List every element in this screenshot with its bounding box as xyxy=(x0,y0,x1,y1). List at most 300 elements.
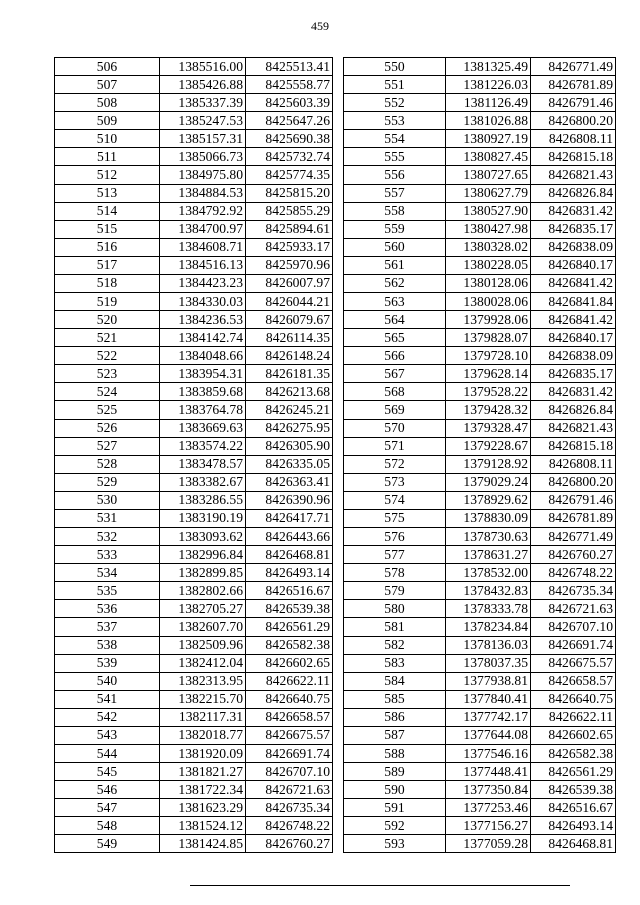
point-number-cell: 533 xyxy=(55,546,160,564)
y-coordinate-cell: 8426808.11 xyxy=(531,455,616,473)
x-coordinate-cell: 1380527.90 xyxy=(446,202,531,220)
table-row xyxy=(55,528,333,546)
x-coordinate-cell: 1383669.63 xyxy=(160,419,246,437)
x-coordinate-cell: 1377059.28 xyxy=(446,835,531,853)
point-number-cell: 589 xyxy=(344,763,446,781)
x-coordinate-cell: 1384700.97 xyxy=(160,220,246,238)
x-coordinate-cell: 1384975.80 xyxy=(160,166,246,184)
point-number-cell: 561 xyxy=(344,256,446,274)
point-number-cell: 528 xyxy=(55,455,160,473)
table-row xyxy=(55,726,333,744)
point-number-cell: 590 xyxy=(344,781,446,799)
point-number-cell: 557 xyxy=(344,184,446,202)
table-row xyxy=(55,781,333,799)
table-row xyxy=(344,58,616,76)
y-coordinate-cell: 8426838.09 xyxy=(531,347,616,365)
y-coordinate-cell: 8426539.38 xyxy=(531,781,616,799)
y-coordinate-cell: 8426658.57 xyxy=(246,708,333,726)
table-row xyxy=(55,148,333,166)
point-number-cell: 559 xyxy=(344,220,446,238)
table-row xyxy=(344,726,616,744)
y-coordinate-cell: 8426691.74 xyxy=(246,744,333,762)
y-coordinate-cell: 8425933.17 xyxy=(246,238,333,256)
x-coordinate-cell: 1379628.14 xyxy=(446,365,531,383)
y-coordinate-cell: 8426468.81 xyxy=(531,835,616,853)
x-coordinate-cell: 1383093.62 xyxy=(160,528,246,546)
y-coordinate-cell: 8425690.38 xyxy=(246,130,333,148)
x-coordinate-cell: 1380328.02 xyxy=(446,238,531,256)
x-coordinate-cell: 1381226.03 xyxy=(446,76,531,94)
x-coordinate-cell: 1377644.08 xyxy=(446,726,531,744)
point-number-cell: 554 xyxy=(344,130,446,148)
point-number-cell: 578 xyxy=(344,564,446,582)
table-row xyxy=(55,455,333,473)
x-coordinate-cell: 1381126.49 xyxy=(446,94,531,112)
x-coordinate-cell: 1378234.84 xyxy=(446,618,531,636)
point-number-cell: 593 xyxy=(344,835,446,853)
table-row xyxy=(344,636,616,654)
table-row xyxy=(55,618,333,636)
point-number-cell: 564 xyxy=(344,311,446,329)
table-row xyxy=(344,329,616,347)
y-coordinate-cell: 8426516.67 xyxy=(531,799,616,817)
y-coordinate-cell: 8426539.38 xyxy=(246,600,333,618)
x-coordinate-cell: 1379029.24 xyxy=(446,473,531,491)
point-number-cell: 583 xyxy=(344,654,446,672)
bottom-rule xyxy=(190,885,570,886)
y-coordinate-cell: 8425732.74 xyxy=(246,148,333,166)
table-row xyxy=(55,799,333,817)
y-coordinate-cell: 8426640.75 xyxy=(531,690,616,708)
point-number-cell: 538 xyxy=(55,636,160,654)
y-coordinate-cell: 8425603.39 xyxy=(246,94,333,112)
x-coordinate-cell: 1383764.78 xyxy=(160,401,246,419)
point-number-cell: 508 xyxy=(55,94,160,112)
x-coordinate-cell: 1382996.84 xyxy=(160,546,246,564)
point-number-cell: 549 xyxy=(55,835,160,853)
x-coordinate-cell: 1382412.04 xyxy=(160,654,246,672)
x-coordinate-cell: 1384423.23 xyxy=(160,274,246,292)
x-coordinate-cell: 1381524.12 xyxy=(160,817,246,835)
point-number-cell: 523 xyxy=(55,365,160,383)
y-coordinate-cell: 8425970.96 xyxy=(246,256,333,274)
table-row xyxy=(55,835,333,853)
point-number-cell: 540 xyxy=(55,672,160,690)
point-number-cell: 586 xyxy=(344,708,446,726)
table-row xyxy=(55,600,333,618)
y-coordinate-cell: 8426516.67 xyxy=(246,582,333,600)
y-coordinate-cell: 8426821.43 xyxy=(531,166,616,184)
point-number-cell: 588 xyxy=(344,744,446,762)
y-coordinate-cell: 8426808.11 xyxy=(531,130,616,148)
table-row xyxy=(344,365,616,383)
table-row xyxy=(344,708,616,726)
y-coordinate-cell: 8426821.43 xyxy=(531,419,616,437)
y-coordinate-cell: 8426760.27 xyxy=(531,546,616,564)
x-coordinate-cell: 1385426.88 xyxy=(160,76,246,94)
y-coordinate-cell: 8426044.21 xyxy=(246,293,333,311)
y-coordinate-cell: 8426781.89 xyxy=(531,509,616,527)
table-row xyxy=(344,238,616,256)
y-coordinate-cell: 8426675.57 xyxy=(246,726,333,744)
y-coordinate-cell: 8426841.42 xyxy=(531,311,616,329)
x-coordinate-cell: 1378432.83 xyxy=(446,582,531,600)
y-coordinate-cell: 8426640.75 xyxy=(246,690,333,708)
x-coordinate-cell: 1382215.70 xyxy=(160,690,246,708)
y-coordinate-cell: 8426831.42 xyxy=(531,202,616,220)
y-coordinate-cell: 8426275.95 xyxy=(246,419,333,437)
point-number-cell: 568 xyxy=(344,383,446,401)
table-row xyxy=(344,600,616,618)
table-row xyxy=(55,744,333,762)
point-number-cell: 526 xyxy=(55,419,160,437)
point-number-cell: 560 xyxy=(344,238,446,256)
table-row xyxy=(344,347,616,365)
coordinates-table-right xyxy=(343,57,616,853)
table-row xyxy=(344,256,616,274)
table-row xyxy=(344,690,616,708)
table-row xyxy=(55,817,333,835)
x-coordinate-cell: 1379928.06 xyxy=(446,311,531,329)
table-row xyxy=(344,654,616,672)
point-number-cell: 570 xyxy=(344,419,446,437)
table-row xyxy=(344,491,616,509)
y-coordinate-cell: 8425855.29 xyxy=(246,202,333,220)
x-coordinate-cell: 1380228.05 xyxy=(446,256,531,274)
y-coordinate-cell: 8426148.24 xyxy=(246,347,333,365)
y-coordinate-cell: 8426493.14 xyxy=(531,817,616,835)
x-coordinate-cell: 1378333.78 xyxy=(446,600,531,618)
y-coordinate-cell: 8426831.42 xyxy=(531,383,616,401)
y-coordinate-cell: 8426181.35 xyxy=(246,365,333,383)
y-coordinate-cell: 8425815.20 xyxy=(246,184,333,202)
table-row xyxy=(55,256,333,274)
x-coordinate-cell: 1378830.09 xyxy=(446,509,531,527)
point-number-cell: 513 xyxy=(55,184,160,202)
table-row xyxy=(344,744,616,762)
table-row xyxy=(344,473,616,491)
y-coordinate-cell: 8426826.84 xyxy=(531,401,616,419)
y-coordinate-cell: 8426305.90 xyxy=(246,437,333,455)
x-coordinate-cell: 1385157.31 xyxy=(160,130,246,148)
x-coordinate-cell: 1378631.27 xyxy=(446,546,531,564)
table-row xyxy=(344,455,616,473)
y-coordinate-cell: 8426675.57 xyxy=(531,654,616,672)
table-row xyxy=(55,708,333,726)
point-number-cell: 532 xyxy=(55,528,160,546)
point-number-cell: 567 xyxy=(344,365,446,383)
page-number: 459 xyxy=(311,19,329,33)
x-coordinate-cell: 1384142.74 xyxy=(160,329,246,347)
point-number-cell: 511 xyxy=(55,148,160,166)
y-coordinate-cell: 8425774.35 xyxy=(246,166,333,184)
point-number-cell: 537 xyxy=(55,618,160,636)
point-number-cell: 546 xyxy=(55,781,160,799)
x-coordinate-cell: 1380028.06 xyxy=(446,293,531,311)
y-coordinate-cell: 8426791.46 xyxy=(531,491,616,509)
x-coordinate-cell: 1383190.19 xyxy=(160,509,246,527)
y-coordinate-cell: 8426771.49 xyxy=(531,528,616,546)
table-row xyxy=(55,473,333,491)
point-number-cell: 507 xyxy=(55,76,160,94)
x-coordinate-cell: 1378929.62 xyxy=(446,491,531,509)
point-number-cell: 534 xyxy=(55,564,160,582)
point-number-cell: 576 xyxy=(344,528,446,546)
point-number-cell: 577 xyxy=(344,546,446,564)
y-coordinate-cell: 8426691.74 xyxy=(531,636,616,654)
table-row xyxy=(55,293,333,311)
y-coordinate-cell: 8426735.34 xyxy=(531,582,616,600)
table-row xyxy=(55,274,333,292)
point-number-cell: 572 xyxy=(344,455,446,473)
x-coordinate-cell: 1383382.67 xyxy=(160,473,246,491)
table-row xyxy=(344,184,616,202)
coordinates-table-left xyxy=(54,57,333,853)
y-coordinate-cell: 8426213.68 xyxy=(246,383,333,401)
y-coordinate-cell: 8426800.20 xyxy=(531,112,616,130)
point-number-cell: 545 xyxy=(55,763,160,781)
x-coordinate-cell: 1377448.41 xyxy=(446,763,531,781)
table-row xyxy=(55,311,333,329)
x-coordinate-cell: 1384608.71 xyxy=(160,238,246,256)
table-row xyxy=(344,202,616,220)
point-number-cell: 591 xyxy=(344,799,446,817)
x-coordinate-cell: 1384236.53 xyxy=(160,311,246,329)
x-coordinate-cell: 1382018.77 xyxy=(160,726,246,744)
table-row xyxy=(344,618,616,636)
table-row xyxy=(344,274,616,292)
y-coordinate-cell: 8426582.38 xyxy=(246,636,333,654)
table-row xyxy=(55,202,333,220)
point-number-cell: 518 xyxy=(55,274,160,292)
x-coordinate-cell: 1382509.96 xyxy=(160,636,246,654)
point-number-cell: 521 xyxy=(55,329,160,347)
point-number-cell: 506 xyxy=(55,58,160,76)
table-row xyxy=(55,419,333,437)
point-number-cell: 552 xyxy=(344,94,446,112)
point-number-cell: 574 xyxy=(344,491,446,509)
table-row xyxy=(55,491,333,509)
x-coordinate-cell: 1379228.67 xyxy=(446,437,531,455)
table-row xyxy=(344,437,616,455)
x-coordinate-cell: 1384048.66 xyxy=(160,347,246,365)
point-number-cell: 579 xyxy=(344,582,446,600)
y-coordinate-cell: 8425513.41 xyxy=(246,58,333,76)
table-row xyxy=(55,763,333,781)
y-coordinate-cell: 8426826.84 xyxy=(531,184,616,202)
x-coordinate-cell: 1381325.49 xyxy=(446,58,531,76)
x-coordinate-cell: 1382117.31 xyxy=(160,708,246,726)
x-coordinate-cell: 1378532.00 xyxy=(446,564,531,582)
point-number-cell: 584 xyxy=(344,672,446,690)
y-coordinate-cell: 8426841.84 xyxy=(531,293,616,311)
x-coordinate-cell: 1382899.85 xyxy=(160,564,246,582)
y-coordinate-cell: 8426815.18 xyxy=(531,437,616,455)
table-row xyxy=(55,546,333,564)
table-row xyxy=(344,76,616,94)
point-number-cell: 592 xyxy=(344,817,446,835)
table-row xyxy=(55,383,333,401)
x-coordinate-cell: 1381623.29 xyxy=(160,799,246,817)
x-coordinate-cell: 1380627.79 xyxy=(446,184,531,202)
table-row xyxy=(55,672,333,690)
point-number-cell: 556 xyxy=(344,166,446,184)
point-number-cell: 527 xyxy=(55,437,160,455)
x-coordinate-cell: 1381920.09 xyxy=(160,744,246,762)
y-coordinate-cell: 8426582.38 xyxy=(531,744,616,762)
table-row xyxy=(344,130,616,148)
y-coordinate-cell: 8426791.46 xyxy=(531,94,616,112)
table-row xyxy=(344,94,616,112)
point-number-cell: 536 xyxy=(55,600,160,618)
point-number-cell: 539 xyxy=(55,654,160,672)
point-number-cell: 522 xyxy=(55,347,160,365)
table-row xyxy=(344,401,616,419)
table-row xyxy=(55,365,333,383)
point-number-cell: 509 xyxy=(55,112,160,130)
point-number-cell: 520 xyxy=(55,311,160,329)
point-number-cell: 566 xyxy=(344,347,446,365)
x-coordinate-cell: 1379728.10 xyxy=(446,347,531,365)
y-coordinate-cell: 8426561.29 xyxy=(246,618,333,636)
point-number-cell: 524 xyxy=(55,383,160,401)
point-number-cell: 516 xyxy=(55,238,160,256)
x-coordinate-cell: 1377253.46 xyxy=(446,799,531,817)
point-number-cell: 535 xyxy=(55,582,160,600)
x-coordinate-cell: 1381821.27 xyxy=(160,763,246,781)
point-number-cell: 575 xyxy=(344,509,446,527)
point-number-cell: 553 xyxy=(344,112,446,130)
y-coordinate-cell: 8425647.26 xyxy=(246,112,333,130)
x-coordinate-cell: 1384792.92 xyxy=(160,202,246,220)
point-number-cell: 512 xyxy=(55,166,160,184)
point-number-cell: 551 xyxy=(344,76,446,94)
y-coordinate-cell: 8426335.05 xyxy=(246,455,333,473)
x-coordinate-cell: 1384516.13 xyxy=(160,256,246,274)
table-row xyxy=(344,383,616,401)
y-coordinate-cell: 8426622.11 xyxy=(246,672,333,690)
table-row xyxy=(344,546,616,564)
y-coordinate-cell: 8426800.20 xyxy=(531,473,616,491)
x-coordinate-cell: 1382802.66 xyxy=(160,582,246,600)
table-row xyxy=(55,220,333,238)
table-row xyxy=(344,528,616,546)
point-number-cell: 525 xyxy=(55,401,160,419)
x-coordinate-cell: 1379428.32 xyxy=(446,401,531,419)
point-number-cell: 510 xyxy=(55,130,160,148)
y-coordinate-cell: 8426835.17 xyxy=(531,365,616,383)
table-row xyxy=(344,672,616,690)
table-row xyxy=(55,94,333,112)
table-row xyxy=(55,166,333,184)
point-number-cell: 580 xyxy=(344,600,446,618)
point-number-cell: 555 xyxy=(344,148,446,166)
table-row xyxy=(55,437,333,455)
y-coordinate-cell: 8426781.89 xyxy=(531,76,616,94)
point-number-cell: 530 xyxy=(55,491,160,509)
point-number-cell: 544 xyxy=(55,744,160,762)
y-coordinate-cell: 8426735.34 xyxy=(246,799,333,817)
x-coordinate-cell: 1382607.70 xyxy=(160,618,246,636)
y-coordinate-cell: 8426114.35 xyxy=(246,329,333,347)
table-row xyxy=(55,347,333,365)
table-row xyxy=(344,835,616,853)
y-coordinate-cell: 8425558.77 xyxy=(246,76,333,94)
table-row xyxy=(344,817,616,835)
y-coordinate-cell: 8426493.14 xyxy=(246,564,333,582)
point-number-cell: 569 xyxy=(344,401,446,419)
x-coordinate-cell: 1377742.17 xyxy=(446,708,531,726)
point-number-cell: 587 xyxy=(344,726,446,744)
table-row xyxy=(344,148,616,166)
y-coordinate-cell: 8426390.96 xyxy=(246,491,333,509)
table-row xyxy=(55,184,333,202)
y-coordinate-cell: 8426363.41 xyxy=(246,473,333,491)
x-coordinate-cell: 1377546.16 xyxy=(446,744,531,762)
x-coordinate-cell: 1378136.03 xyxy=(446,636,531,654)
point-number-cell: 531 xyxy=(55,509,160,527)
x-coordinate-cell: 1383574.22 xyxy=(160,437,246,455)
point-number-cell: 565 xyxy=(344,329,446,347)
y-coordinate-cell: 8426838.09 xyxy=(531,238,616,256)
y-coordinate-cell: 8426602.65 xyxy=(531,726,616,744)
y-coordinate-cell: 8426007.97 xyxy=(246,274,333,292)
x-coordinate-cell: 1377350.84 xyxy=(446,781,531,799)
point-number-cell: 515 xyxy=(55,220,160,238)
y-coordinate-cell: 8426602.65 xyxy=(246,654,333,672)
y-coordinate-cell: 8426417.71 xyxy=(246,509,333,527)
table-row xyxy=(344,311,616,329)
y-coordinate-cell: 8426707.10 xyxy=(531,618,616,636)
point-number-cell: 547 xyxy=(55,799,160,817)
table-row xyxy=(55,636,333,654)
y-coordinate-cell: 8426721.63 xyxy=(246,781,333,799)
x-coordinate-cell: 1380128.06 xyxy=(446,274,531,292)
y-coordinate-cell: 8426815.18 xyxy=(531,148,616,166)
point-number-cell: 558 xyxy=(344,202,446,220)
table-row xyxy=(55,509,333,527)
y-coordinate-cell: 8426707.10 xyxy=(246,763,333,781)
table-row xyxy=(344,564,616,582)
y-coordinate-cell: 8426721.63 xyxy=(531,600,616,618)
y-coordinate-cell: 8426835.17 xyxy=(531,220,616,238)
point-number-cell: 548 xyxy=(55,817,160,835)
x-coordinate-cell: 1385516.00 xyxy=(160,58,246,76)
x-coordinate-cell: 1383286.55 xyxy=(160,491,246,509)
y-coordinate-cell: 8426771.49 xyxy=(531,58,616,76)
y-coordinate-cell: 8426561.29 xyxy=(531,763,616,781)
x-coordinate-cell: 1383859.68 xyxy=(160,383,246,401)
point-number-cell: 581 xyxy=(344,618,446,636)
point-number-cell: 543 xyxy=(55,726,160,744)
table-row xyxy=(55,329,333,347)
point-number-cell: 585 xyxy=(344,690,446,708)
x-coordinate-cell: 1385337.39 xyxy=(160,94,246,112)
y-coordinate-cell: 8426748.22 xyxy=(246,817,333,835)
point-number-cell: 541 xyxy=(55,690,160,708)
y-coordinate-cell: 8426443.66 xyxy=(246,528,333,546)
table-row xyxy=(55,130,333,148)
x-coordinate-cell: 1382313.95 xyxy=(160,672,246,690)
x-coordinate-cell: 1377938.81 xyxy=(446,672,531,690)
point-number-cell: 550 xyxy=(344,58,446,76)
table-row xyxy=(55,112,333,130)
x-coordinate-cell: 1379128.92 xyxy=(446,455,531,473)
table-row xyxy=(344,763,616,781)
table-row xyxy=(55,690,333,708)
x-coordinate-cell: 1381722.34 xyxy=(160,781,246,799)
x-coordinate-cell: 1384330.03 xyxy=(160,293,246,311)
